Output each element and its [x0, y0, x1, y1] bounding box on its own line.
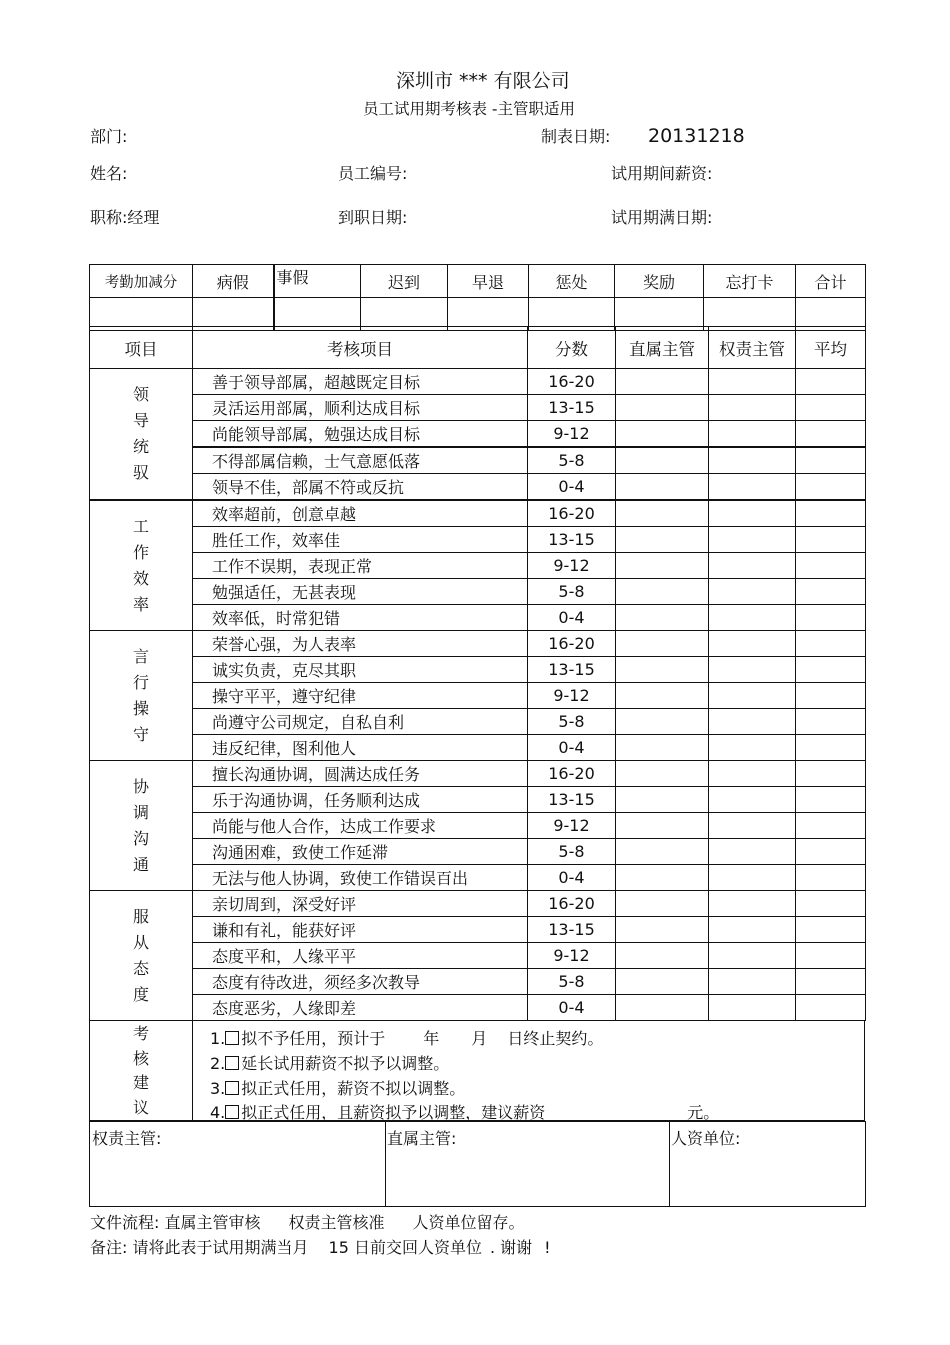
criteria-text: 尚能领导部属，勉强达成目标 [193, 421, 528, 448]
direct-score-cell[interactable] [616, 813, 709, 839]
join-date-label: 到职日期: [338, 208, 408, 227]
average-score-cell[interactable] [796, 553, 866, 579]
job-title-value: 经理 [127, 208, 160, 227]
attendance-header-cell: 奖励 [615, 265, 704, 298]
average-score-cell[interactable] [796, 447, 866, 474]
recommendation-option-4[interactable]: 4. 拟正式任用，且薪资拟予以调整，建议薪资 元。 [210, 1103, 720, 1122]
table-row [90, 447, 866, 474]
recommendation-option-2[interactable]: 2. 延长试用薪资不拟予以调整。 [210, 1054, 450, 1073]
direct-score-cell[interactable] [616, 605, 709, 631]
category-char: 沟 [132, 828, 149, 848]
responsible-score-cell[interactable] [709, 943, 796, 969]
direct-score-cell[interactable] [616, 395, 709, 421]
score-range: 9-12 [528, 943, 616, 969]
direct-score-cell[interactable] [616, 761, 709, 787]
responsible-score-cell[interactable] [709, 395, 796, 421]
score-range: 5-8 [528, 709, 616, 735]
criteria-text: 荣誉心强，为人表率 [193, 631, 528, 657]
header-content: 考核项目 [193, 327, 528, 369]
signature-label: 人资单位: [671, 1129, 741, 1148]
direct-score-cell[interactable] [616, 995, 709, 1021]
table-row [90, 683, 866, 709]
direct-score-cell[interactable] [616, 969, 709, 995]
score-range: 9-12 [528, 683, 616, 709]
responsible-score-cell[interactable] [709, 709, 796, 735]
average-score-cell[interactable] [796, 527, 866, 553]
score-range: 0-4 [528, 865, 616, 891]
category-char: 言 [132, 646, 149, 666]
direct-score-cell[interactable] [616, 865, 709, 891]
evaluation-table [89, 326, 866, 1021]
responsible-score-cell[interactable] [709, 369, 796, 395]
emp-no-label: 员工编号: [338, 164, 408, 183]
criteria-text: 亲切周到，深受好评 [193, 891, 528, 917]
table-row [90, 631, 866, 657]
score-range: 5-8 [528, 579, 616, 605]
form-title: 员工试用期考核表 -主管职适用 [363, 100, 576, 118]
checkbox-icon[interactable] [225, 1056, 239, 1070]
category-char: 度 [132, 984, 149, 1004]
signature-direct[interactable] [385, 1122, 670, 1206]
score-range: 13-15 [528, 657, 616, 683]
direct-score-cell[interactable] [616, 839, 709, 865]
category-char: 效 [132, 568, 149, 588]
attendance-header-cell: 合计 [796, 265, 866, 298]
criteria-text: 不得部属信赖，士气意愿低落 [193, 447, 528, 474]
signature-hr[interactable] [669, 1122, 865, 1206]
responsible-score-cell[interactable] [709, 683, 796, 709]
score-range: 9-12 [528, 813, 616, 839]
category-char: 议 [132, 1097, 149, 1117]
direct-score-cell[interactable] [616, 527, 709, 553]
category-char: 守 [132, 724, 149, 744]
criteria-text: 沟通困难，致使工作延滞 [193, 839, 528, 865]
attendance-header-cell: 病假 [193, 265, 274, 298]
score-range: 16-20 [528, 891, 616, 917]
responsible-score-cell[interactable] [709, 891, 796, 917]
attendance-header-cell: 事假 [274, 265, 361, 298]
signature-label: 权责主管: [92, 1129, 162, 1148]
responsible-score-cell[interactable] [709, 657, 796, 683]
table-row [90, 735, 866, 761]
average-score-cell[interactable] [796, 735, 866, 761]
name-label: 姓名: [90, 164, 128, 183]
dept-label: 部门: [90, 127, 128, 146]
category-char: 核 [132, 1048, 149, 1068]
average-score-cell[interactable] [796, 605, 866, 631]
category-char: 领 [132, 385, 149, 404]
recommendation-category [90, 1020, 193, 1120]
criteria-text: 擅长沟通协调，圆满达成任务 [193, 761, 528, 787]
table-row [90, 839, 866, 865]
criteria-text: 诚实负责，克尽其职 [193, 657, 528, 683]
end-date-label: 试用期满日期: [611, 208, 713, 227]
score-range: 16-20 [528, 369, 616, 395]
score-range: 5-8 [528, 447, 616, 474]
direct-score-cell[interactable] [616, 735, 709, 761]
direct-score-cell[interactable] [616, 709, 709, 735]
note-text: ! [544, 1238, 551, 1257]
criteria-text: 工作不误期，表现正常 [193, 553, 528, 579]
criteria-text: 尚能与他人合作，达成工作要求 [193, 813, 528, 839]
category-char: 工 [132, 516, 149, 536]
criteria-text: 勉强适任，无甚表现 [193, 579, 528, 605]
score-range: 16-20 [528, 761, 616, 787]
table-row [90, 891, 866, 917]
average-score-cell[interactable] [796, 787, 866, 813]
table-row [90, 943, 866, 969]
score-range: 16-20 [528, 500, 616, 527]
direct-score-cell[interactable] [616, 787, 709, 813]
note-label: 备注: [90, 1238, 128, 1257]
average-score-cell[interactable] [796, 917, 866, 943]
footer-flow [90, 1214, 525, 1232]
attendance-header-row [90, 265, 866, 298]
header-responsible-supervisor: 权责主管 [709, 327, 796, 369]
criteria-text: 谦和有礼，能获好评 [193, 917, 528, 943]
average-score-cell[interactable] [796, 631, 866, 657]
direct-score-cell[interactable] [616, 917, 709, 943]
responsible-score-cell[interactable] [709, 917, 796, 943]
attendance-table [89, 264, 866, 331]
header-score: 分数 [528, 327, 616, 369]
table-row [90, 579, 866, 605]
score-range: 0-4 [528, 735, 616, 761]
score-range: 9-12 [528, 553, 616, 579]
flow-step: 权责主管核准 [288, 1213, 385, 1232]
checkbox-icon[interactable] [225, 1081, 239, 1095]
criteria-text: 违反纪律，图利他人 [193, 735, 528, 761]
responsible-score-cell[interactable] [709, 474, 796, 501]
header-item: 项目 [90, 327, 193, 369]
average-score-cell[interactable] [796, 474, 866, 501]
responsible-score-cell[interactable] [709, 605, 796, 631]
responsible-score-cell[interactable] [709, 579, 796, 605]
average-score-cell[interactable] [796, 969, 866, 995]
evaluation-header-row [90, 327, 866, 369]
responsible-score-cell[interactable] [709, 527, 796, 553]
average-score-cell[interactable] [796, 839, 866, 865]
table-row [90, 527, 866, 553]
table-row [90, 605, 866, 631]
table-row [90, 421, 866, 448]
score-range: 13-15 [528, 787, 616, 813]
direct-score-cell[interactable] [616, 421, 709, 448]
direct-score-cell[interactable] [616, 657, 709, 683]
category-cell [90, 761, 193, 891]
score-range: 16-20 [528, 631, 616, 657]
category-cell [90, 500, 193, 631]
criteria-text: 态度平和，人缘平平 [193, 943, 528, 969]
average-score-cell[interactable] [796, 579, 866, 605]
category-char: 行 [132, 672, 149, 692]
average-score-cell[interactable] [796, 813, 866, 839]
attendance-header-cell: 忘打卡 [704, 265, 796, 298]
checkbox-icon[interactable] [225, 1031, 239, 1045]
category-char: 从 [132, 932, 149, 952]
table-row [90, 995, 866, 1021]
date-value: 20131218 [648, 125, 745, 147]
category-char: 建 [132, 1073, 149, 1092]
score-range: 9-12 [528, 421, 616, 448]
company-name: 深圳市 *** 有限公司 [396, 70, 570, 92]
category-char: 导 [132, 411, 149, 430]
table-row [90, 813, 866, 839]
category-cell [90, 631, 193, 761]
average-score-cell[interactable] [796, 683, 866, 709]
header-average: 平均 [796, 327, 866, 369]
criteria-text: 乐于沟通协调，任务顺利达成 [193, 787, 528, 813]
average-score-cell[interactable] [796, 395, 866, 421]
score-range: 13-15 [528, 527, 616, 553]
checkbox-icon[interactable] [225, 1105, 239, 1119]
average-score-cell[interactable] [796, 865, 866, 891]
criteria-text: 胜任工作，效率佳 [193, 527, 528, 553]
average-score-cell[interactable] [796, 500, 866, 527]
table-row [90, 865, 866, 891]
average-score-cell[interactable] [796, 709, 866, 735]
criteria-text: 效率低，时常犯错 [193, 605, 528, 631]
category-char: 协 [132, 776, 149, 796]
recommendation-option-1[interactable]: 1. 拟不予任用，预计于 年 月 日终止契约。 [210, 1029, 604, 1048]
score-range: 5-8 [528, 839, 616, 865]
table-row [90, 969, 866, 995]
criteria-text: 善于领导部属，超越既定目标 [193, 369, 528, 395]
direct-score-cell[interactable] [616, 579, 709, 605]
score-range: 0-4 [528, 474, 616, 501]
direct-score-cell[interactable] [616, 943, 709, 969]
responsible-score-cell[interactable] [709, 735, 796, 761]
criteria-text: 态度恶劣，人缘即差 [193, 995, 528, 1021]
category-char: 统 [132, 437, 149, 456]
signature-section [89, 1121, 866, 1207]
attendance-header-cell: 考勤加减分 [90, 265, 193, 298]
category-char: 操 [132, 698, 149, 718]
job-title-label: 职称:经理 [90, 208, 160, 227]
table-row [90, 657, 866, 683]
average-score-cell[interactable] [796, 421, 866, 448]
responsible-score-cell[interactable] [709, 969, 796, 995]
responsible-score-cell[interactable] [709, 761, 796, 787]
average-score-cell[interactable] [796, 369, 866, 395]
attendance-header-cell: 早退 [448, 265, 529, 298]
flow-label: 文件流程: [90, 1213, 160, 1232]
table-row [90, 917, 866, 943]
category-cell [90, 369, 193, 501]
responsible-score-cell[interactable] [709, 553, 796, 579]
table-row [90, 787, 866, 813]
footer-note [90, 1239, 551, 1257]
average-score-cell[interactable] [796, 657, 866, 683]
category-char: 态 [132, 958, 149, 978]
criteria-text: 无法与他人协调，致使工作错误百出 [193, 865, 528, 891]
category-char: 调 [132, 802, 149, 822]
criteria-text: 领导不佳，部属不符或反抗 [193, 474, 528, 501]
direct-score-cell[interactable] [616, 369, 709, 395]
flow-step: 人资单位留存。 [412, 1213, 525, 1232]
note-text: 请将此表于试用期满当月 [132, 1238, 309, 1257]
attendance-header-cell: 迟到 [361, 265, 448, 298]
average-score-cell[interactable] [796, 995, 866, 1021]
category-char: 作 [132, 542, 149, 562]
flow-step: 直属主管审核 [164, 1213, 261, 1232]
signature-label: 直属主管: [387, 1129, 457, 1148]
score-range: 0-4 [528, 605, 616, 631]
criteria-text: 操守平平，遵守纪律 [193, 683, 528, 709]
table-row [90, 395, 866, 421]
category-char: 通 [132, 854, 149, 874]
average-score-cell[interactable] [796, 943, 866, 969]
salary-label: 试用期间薪资: [611, 164, 713, 183]
score-range: 5-8 [528, 969, 616, 995]
responsible-score-cell[interactable] [709, 500, 796, 527]
direct-score-cell[interactable] [616, 474, 709, 501]
table-row [90, 761, 866, 787]
responsible-score-cell[interactable] [709, 813, 796, 839]
responsible-score-cell[interactable] [709, 995, 796, 1021]
table-row [90, 369, 866, 395]
score-range: 0-4 [528, 995, 616, 1021]
table-row [90, 500, 866, 527]
score-range: 13-15 [528, 917, 616, 943]
criteria-text: 灵活运用部属，顺利达成目标 [193, 395, 528, 421]
responsible-score-cell[interactable] [709, 865, 796, 891]
direct-score-cell[interactable] [616, 553, 709, 579]
attendance-header-cell: 惩处 [529, 265, 615, 298]
direct-score-cell[interactable] [616, 683, 709, 709]
average-score-cell[interactable] [796, 761, 866, 787]
date-label: 制表日期: [541, 127, 611, 146]
criteria-text: 态度有待改进，须经多次教导 [193, 969, 528, 995]
note-text: 15 日前交回人资单位 [328, 1238, 482, 1257]
responsible-score-cell[interactable] [709, 839, 796, 865]
category-char: 驭 [132, 463, 149, 482]
criteria-text: 尚遵守公司规定，自私自利 [193, 709, 528, 735]
header-direct-supervisor: 直属主管 [616, 327, 709, 369]
category-cell [90, 891, 193, 1021]
criteria-text: 效率超前，创意卓越 [193, 500, 528, 527]
category-char: 率 [132, 594, 149, 614]
table-row [90, 553, 866, 579]
responsible-score-cell[interactable] [709, 421, 796, 448]
signature-responsible[interactable] [90, 1122, 386, 1206]
recommendation-section [89, 1020, 865, 1121]
recommendation-option-3[interactable]: 3. 拟正式任用，薪资不拟以调整。 [210, 1079, 466, 1098]
direct-score-cell[interactable] [616, 891, 709, 917]
direct-score-cell[interactable] [616, 631, 709, 657]
category-char: 考 [132, 1024, 149, 1043]
category-char: 服 [132, 906, 149, 926]
note-text: . 谢谢 [489, 1238, 533, 1257]
table-row [90, 709, 866, 735]
average-score-cell[interactable] [796, 891, 866, 917]
direct-score-cell[interactable] [616, 500, 709, 527]
responsible-score-cell[interactable] [709, 447, 796, 474]
table-row [90, 474, 866, 501]
score-range: 13-15 [528, 395, 616, 421]
direct-score-cell[interactable] [616, 447, 709, 474]
responsible-score-cell[interactable] [709, 631, 796, 657]
responsible-score-cell[interactable] [709, 787, 796, 813]
